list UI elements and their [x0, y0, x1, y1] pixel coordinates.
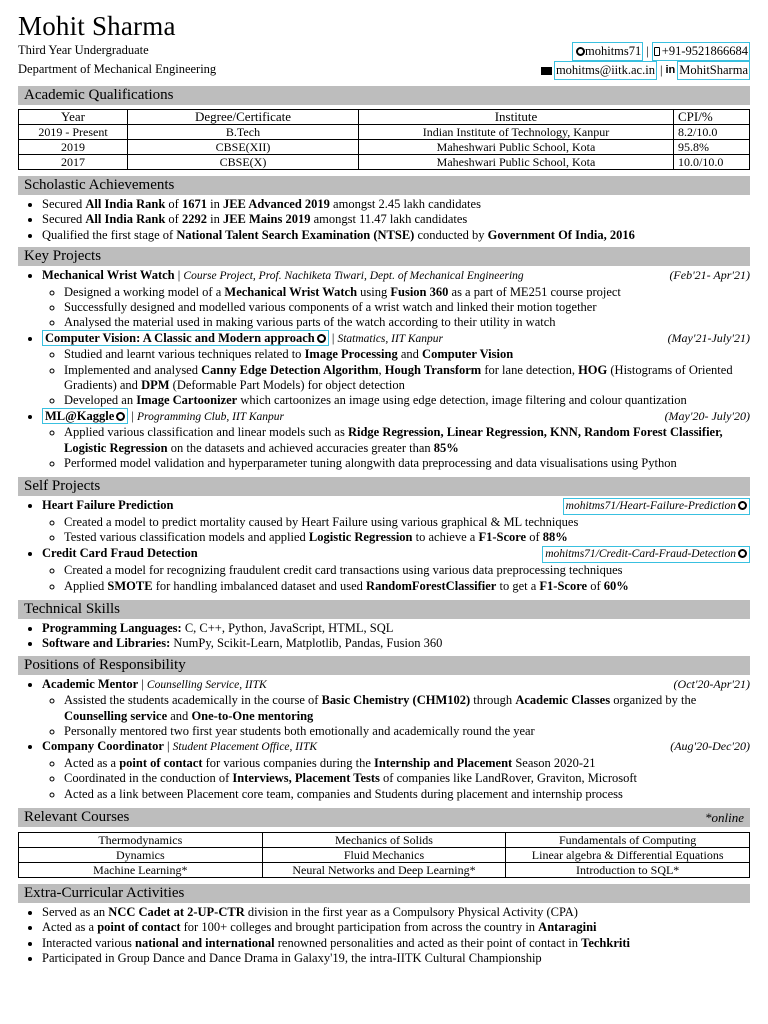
extra-list — [18, 905, 750, 967]
section-skills-title: Technical Skills — [18, 600, 750, 619]
project-dates: (May'20- July'20) — [664, 408, 750, 423]
table-row — [19, 863, 750, 878]
course-cell: Neural Networks and Deep Learning* — [262, 863, 506, 878]
por-list — [18, 677, 750, 802]
email-link[interactable]: mohitms@iitk.ac.in — [554, 61, 657, 80]
list-item: • Secured All India Rank of 2292 in JEE Mains 2019 amongst 11.47 lakh candidates — [42, 212, 750, 227]
course-cell: Machine Learning* — [19, 863, 263, 878]
list-item: ◦ Tested various classification models and applied Logistic Regression to achieve a F1-Score of 88% — [64, 530, 750, 545]
repo-link[interactable]: mohitms71/Heart-Failure-Prediction — [563, 498, 750, 515]
table-cell: Indian Institute of Technology, Kanpur — [359, 125, 674, 140]
section-key-projects-title: Key Projects — [18, 247, 750, 266]
linkedin-icon: in — [665, 64, 676, 76]
project-item: • Mechanical Wrist Watch | Course Project, Prof. Nachiketa Tiwari, Dept. of Mechanical Engineering (Feb'21- Apr'21) ◦ Designed a working model of a Mechanical Wrist Watch using Fusion 360 as a part of ME251 course project ◦ Successfully designed and modelled various components of a wrist watch and linked their motion together ◦ Analysed the material used in making various parts of the watch according to their utility in watch — [42, 268, 750, 331]
role-context: Counselling Service, IITK — [146, 678, 267, 691]
github-icon — [116, 412, 125, 421]
table-header: Year — [19, 110, 128, 125]
project-name: • Credit Card Fraud Detection — [42, 545, 198, 560]
phone-link[interactable]: +91-9521866684 — [652, 42, 750, 61]
course-cell: Mechanics of Solids — [262, 833, 506, 848]
project-context: Statmatics, IIT Kanpur — [337, 332, 444, 345]
project-bullets — [42, 515, 750, 546]
table-cell: 95.8% — [674, 140, 750, 155]
table-row — [19, 140, 750, 155]
skills-list — [18, 621, 750, 652]
mail-icon — [541, 67, 552, 75]
table-cell: 2019 — [19, 140, 128, 155]
scholastic-list — [18, 197, 750, 243]
list-item: • Interacted various national and international renowned personalities and acted as their point of contact in Techkriti — [42, 936, 750, 951]
project-bullets — [42, 425, 750, 471]
course-cell: Fundamentals of Computing — [506, 833, 750, 848]
list-item: ◦ Acted as a point of contact for various companies during the Internship and Placement Season 2020-21 — [64, 756, 750, 771]
list-item: ◦ Analysed the material used in making various parts of the watch according to their utility in watch — [64, 315, 750, 330]
project-item: • Computer Vision: A Classic and Modern approach | Statmatics, IIT Kanpur (May'21-July'21) ◦ Studied and learnt various techniques related to Image Processing and Computer Vision ◦ Implemented and analysed Canny Edge Detection Algorithm, Hough Transform for lane detection, HOG (Histograms of Oriented Gradients) and DPM (Deformable Part Models) for object detection ◦ Developed an Image Cartoonizer which cartoonizes an image using edge detection, image filtering and colour quantization — [42, 331, 750, 409]
github-link[interactable]: mohitms71 — [572, 42, 643, 61]
list-item: • Participated in Group Dance and Dance Drama in Galaxy'19, the intra-IITK Cultural Championship — [42, 951, 750, 966]
list-item: • Programming Languages: C, C++, Python, JavaScript, HTML, SQL — [42, 621, 750, 636]
table-header: Institute — [359, 110, 674, 125]
department-text: Department of Mechanical Engineering — [18, 62, 217, 76]
linkedin-link[interactable]: MohitSharma — [677, 61, 750, 80]
list-item: ◦ Implemented and analysed Canny Edge Detection Algorithm, Hough Transform for lane detection, HOG (Histograms of Oriented Gradients) and DPM (Deformable Part Models) for object detection — [64, 363, 750, 394]
phone-icon — [654, 47, 660, 56]
project-item — [42, 546, 750, 594]
role-dates: (Oct'20-Apr'21) — [673, 676, 750, 691]
table-cell: CBSE(X) — [128, 155, 359, 170]
project-context: Programming Club, IIT Kanpur — [137, 410, 284, 423]
project-name: • Heart Failure Prediction — [42, 497, 174, 512]
project-item: • ML@Kaggle | Programming Club, IIT Kanpur (May'20- July'20) ◦ Applied various classification and linear models such as Ridge Regression, Linear Regression, KNN, Random Forest Classifier, Logistic Regression on the datasets and achieved accuracies greater than 85% ◦ Performed model validation and hyperparameter tuning alongwith data preprocessing and data visualisations using Python — [42, 409, 750, 472]
course-cell: Fluid Mechanics — [262, 848, 506, 863]
github-icon — [738, 501, 747, 510]
table-row — [19, 155, 750, 170]
table-header-row — [19, 110, 750, 125]
role-name: Academic Mentor — [42, 676, 139, 691]
table-cell: 8.2/10.0 — [674, 125, 750, 140]
list-item: ◦ Created a model for recognizing fraudulent credit card transactions using various data preprocessing techniques — [64, 563, 750, 578]
list-item: • Software and Libraries: NumPy, Scikit-Learn, Matplotlib, Pandas, Fusion 360 — [42, 636, 750, 651]
list-item: ◦ Created a model to predict mortality caused by Heart Failure using various graphical & ML techniques — [64, 515, 750, 530]
self-projects-list — [18, 498, 750, 594]
list-item: ◦ Coordinated in the conduction of Interviews, Placement Tests of companies like LandRover, Graviton, Microsoft — [64, 771, 750, 786]
section-self-projects-title: Self Projects — [18, 477, 750, 496]
project-bullets — [42, 347, 750, 409]
role-dates: (Aug'20-Dec'20) — [670, 739, 750, 754]
repo-link[interactable]: mohitms71/Credit-Card-Fraud-Detection — [542, 546, 750, 563]
contact-row-2 — [541, 61, 750, 80]
project-link[interactable]: Computer Vision: A Classic and Modern approach — [42, 330, 329, 346]
github-icon — [738, 549, 747, 558]
table-cell: Maheshwari Public School, Kota — [359, 140, 674, 155]
section-scholastic-title: Scholastic Achievements — [18, 176, 750, 195]
role-item: • Academic Mentor | Counselling Service, IITK (Oct'20-Apr'21) ◦ Assisted the students academically in the course of Basic Chemistry (CHM102) through Academic Classes organized by the Counselling service and One-to-One mentoring ◦ Personally mentored two first year students both emotionally and academically round the year — [42, 677, 750, 740]
role-bullets — [42, 693, 750, 739]
separator: | — [659, 63, 663, 77]
online-note: *online — [705, 810, 744, 825]
table-header: Degree/Certificate — [128, 110, 359, 125]
list-item: ◦ Acted as a link between Placement core team, companies and Students during placement and internship process — [64, 787, 750, 802]
project-dates: (May'21-July'21) — [667, 330, 750, 345]
project-bullets — [42, 563, 750, 594]
project-dates: (Feb'21- Apr'21) — [669, 268, 750, 283]
resume-page — [18, 10, 750, 967]
role-context: Student Placement Office, IITK — [172, 741, 318, 754]
list-item: ◦ Applied SMOTE for handling imbalanced dataset and used RandomForestClassifier to get a F1-Score of 60% — [64, 579, 750, 594]
table-cell: CBSE(XII) — [128, 140, 359, 155]
contact-row-1 — [572, 42, 750, 61]
resume-header — [18, 10, 750, 80]
section-por-title: Positions of Responsibility — [18, 656, 750, 675]
table-cell: Maheshwari Public School, Kota — [359, 155, 674, 170]
table-cell: B.Tech — [128, 125, 359, 140]
list-item: ◦ Successfully designed and modelled various components of a wrist watch and linked their motion together — [64, 300, 750, 315]
courses-table — [18, 832, 750, 878]
section-courses-title: Relevant Courses *online — [18, 808, 750, 827]
year-text: Third Year Undergraduate — [18, 43, 149, 57]
table-row — [19, 848, 750, 863]
github-icon — [317, 334, 326, 343]
table-cell: 2017 — [19, 155, 128, 170]
table-header: CPI/% — [674, 110, 750, 125]
list-item: ◦ Performed model validation and hyperparameter tuning alongwith data preprocessing and data visualisations using Python — [64, 456, 750, 471]
list-item: ◦ Assisted the students academically in the course of Basic Chemistry (CHM102) through Academic Classes organized by the Counselling service and One-to-One mentoring — [64, 693, 750, 724]
course-cell: Thermodynamics — [19, 833, 263, 848]
separator: | — [646, 44, 649, 58]
section-academic-title: Academic Qualifications — [18, 86, 750, 105]
project-context: Course Project, Prof. Nachiketa Tiwari, Dept. of Mechanical Engineering — [183, 270, 524, 283]
github-icon — [576, 47, 585, 56]
project-bullets — [42, 285, 750, 331]
list-item: • Served as an NCC Cadet at 2-UP-CTR division in the first year as a Compulsory Physical Activity (CPA) — [42, 905, 750, 920]
list-item: ◦ Developed an Image Cartoonizer which cartoonizes an image using edge detection, image filtering and colour quantization — [64, 393, 750, 408]
table-row — [19, 833, 750, 848]
course-cell: Linear algebra & Differential Equations — [506, 848, 750, 863]
section-extra-title: Extra-Curricular Activities — [18, 884, 750, 903]
academic-table — [18, 109, 750, 170]
course-cell: Dynamics — [19, 848, 263, 863]
key-projects-list — [18, 268, 750, 471]
role-bullets — [42, 756, 750, 802]
list-item: • Acted as a point of contact for 100+ colleges and brought participation from across the country in Antaragini — [42, 920, 750, 935]
project-name: Mechanical Wrist Watch — [42, 268, 175, 283]
project-link[interactable]: ML@Kaggle — [42, 408, 128, 424]
list-item: ◦ Studied and learnt various techniques related to Image Processing and Computer Vision — [64, 347, 750, 362]
table-cell: 2019 - Present — [19, 125, 128, 140]
table-row — [19, 125, 750, 140]
list-item: ◦ Applied various classification and linear models such as Ridge Regression, Linear Regression, KNN, Random Forest Classifier, Logistic Regression on the datasets and achieved accuracies greater than 85% — [64, 425, 750, 456]
project-item — [42, 498, 750, 546]
list-item: • Secured All India Rank of 1671 in JEE Advanced 2019 amongst 2.45 lakh candidates — [42, 197, 750, 212]
person-name: Mohit Sharma — [18, 11, 176, 41]
role-name: Company Coordinator — [42, 739, 164, 754]
list-item: • Qualified the first stage of National Talent Search Examination (NTSE) conducted by Government Of India, 2016 — [42, 228, 750, 243]
role-item: • Company Coordinator | Student Placement Office, IITK (Aug'20-Dec'20) ◦ Acted as a point of contact for various companies during the Internship and Placement Season 2020-21 ◦ Coordinated in the conduction of Interviews, Placement Tests of companies like LandRover, Graviton, Microsoft ◦ Acted as a link between Placement core team, companies and Students during placement and internship process — [42, 739, 750, 802]
list-item: ◦ Designed a working model of a Mechanical Wrist Watch using Fusion 360 as a part of ME251 course project — [64, 285, 750, 300]
course-cell: Introduction to SQL* — [506, 863, 750, 878]
list-item: ◦ Personally mentored two first year students both emotionally and academically round the year — [64, 724, 750, 739]
table-cell: 10.0/10.0 — [674, 155, 750, 170]
